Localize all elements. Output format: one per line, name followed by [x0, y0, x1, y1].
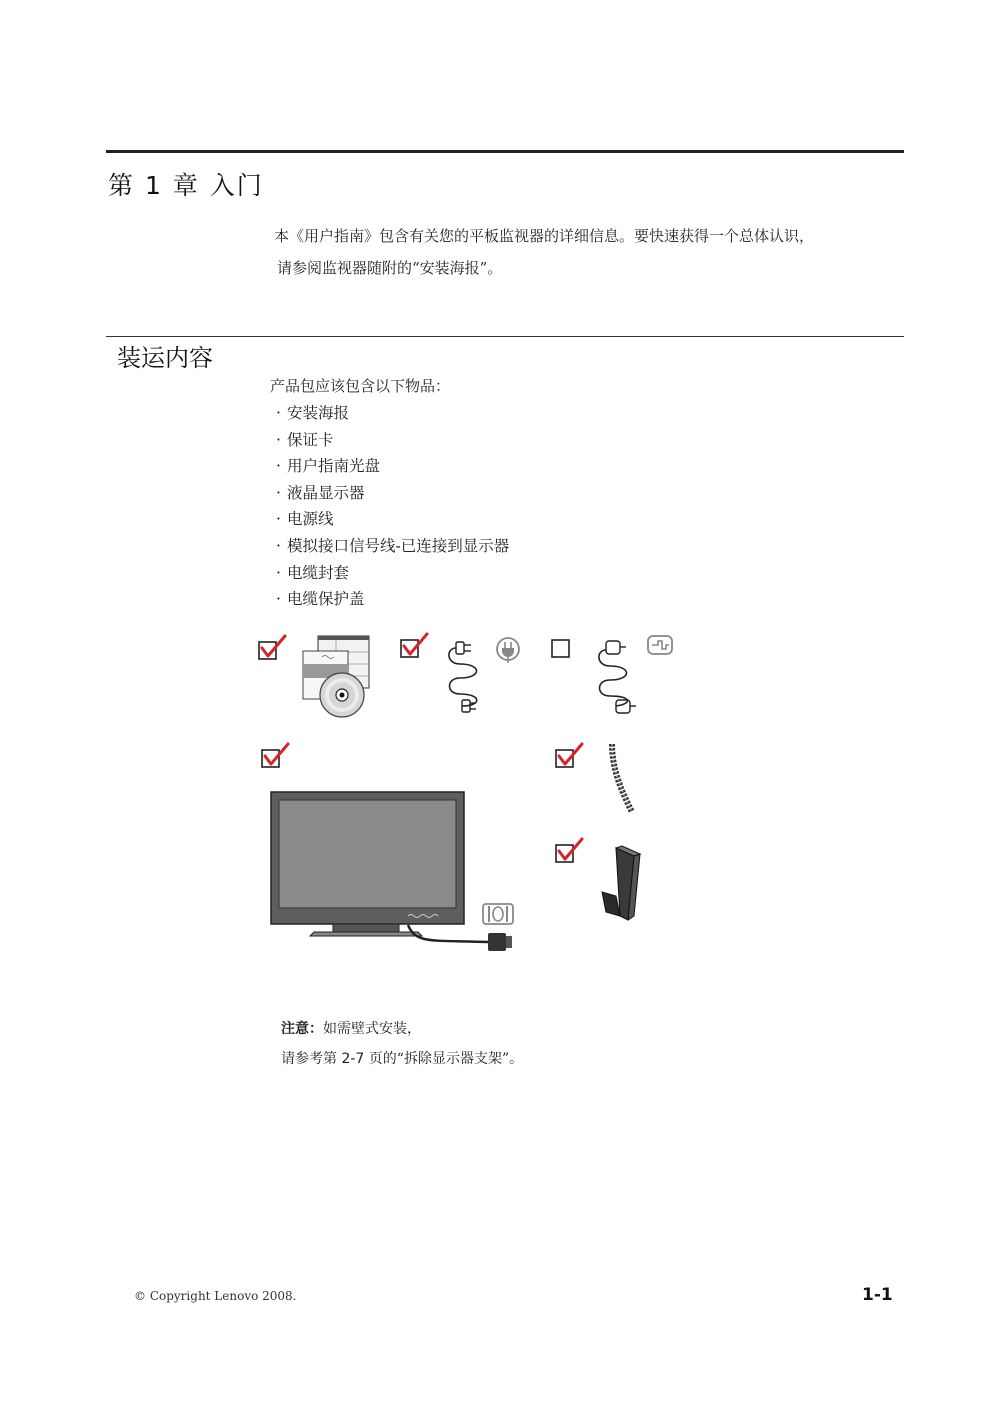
vga-cable-icon [599, 641, 636, 713]
note-line-1: 注意：如需壁式安装， [281, 1021, 421, 1037]
note-label: 注意： [281, 1021, 323, 1037]
list-item: · 安装海报 [276, 404, 350, 422]
intro-line-2: 请参阅监视器随附的“安装海报”。 [277, 259, 503, 277]
checkbox-checked-icon [262, 744, 288, 767]
copyright-text: © Copyright Lenovo 2008. [134, 1289, 297, 1303]
intro-paragraph [274, 220, 894, 284]
power-cord-icon [449, 642, 477, 712]
checkbox-checked-icon [401, 634, 427, 657]
cable-wrap-icon [612, 744, 632, 812]
vga-connector-icon [488, 933, 512, 951]
list-item: · 液晶显示器 [276, 483, 365, 502]
vga-symbol-icon [648, 636, 672, 654]
power-symbol-icon [497, 638, 519, 663]
note-block [281, 1014, 523, 1074]
list-item: · 用户指南光盘 [276, 457, 381, 476]
checkbox-unchecked-icon [552, 640, 569, 657]
vga-port-symbol-icon [483, 904, 513, 924]
cd-icon [320, 673, 364, 717]
page-number: 1-1 [862, 1285, 893, 1305]
list-item: · 电缆保护盖 [276, 590, 365, 609]
list-item: · 保证卡 [276, 430, 334, 449]
list-item: · 模拟接口信号线-已连接到显示器 [276, 536, 510, 555]
contents-figure [250, 620, 710, 970]
intro-line-1: 本《用户指南》包含有关您的平板监视器的详细信息。要快速获得一个总体认识， [274, 227, 815, 245]
page-reference: 2-7 [341, 1051, 365, 1067]
cable-cover-icon [602, 846, 640, 920]
contents-lead: 产品包应该包含以下物品： [270, 377, 451, 395]
checkbox-checked-icon [259, 636, 285, 659]
list-item: · 电缆封套 [276, 563, 350, 582]
contents-list [276, 400, 509, 613]
checkbox-checked-icon [556, 744, 582, 767]
list-item: · 电源线 [276, 510, 334, 529]
chapter-title: 第 1 章 入门 [108, 171, 264, 200]
monitor-icon [271, 792, 488, 942]
chapter-rule [106, 150, 904, 153]
section-rule [106, 336, 904, 337]
note-line-2: 请参考第 2-7 页的“拆除显示器支架”。 [281, 1051, 524, 1067]
checkbox-checked-icon [556, 839, 582, 862]
section-title: 装运内容 [117, 344, 213, 372]
